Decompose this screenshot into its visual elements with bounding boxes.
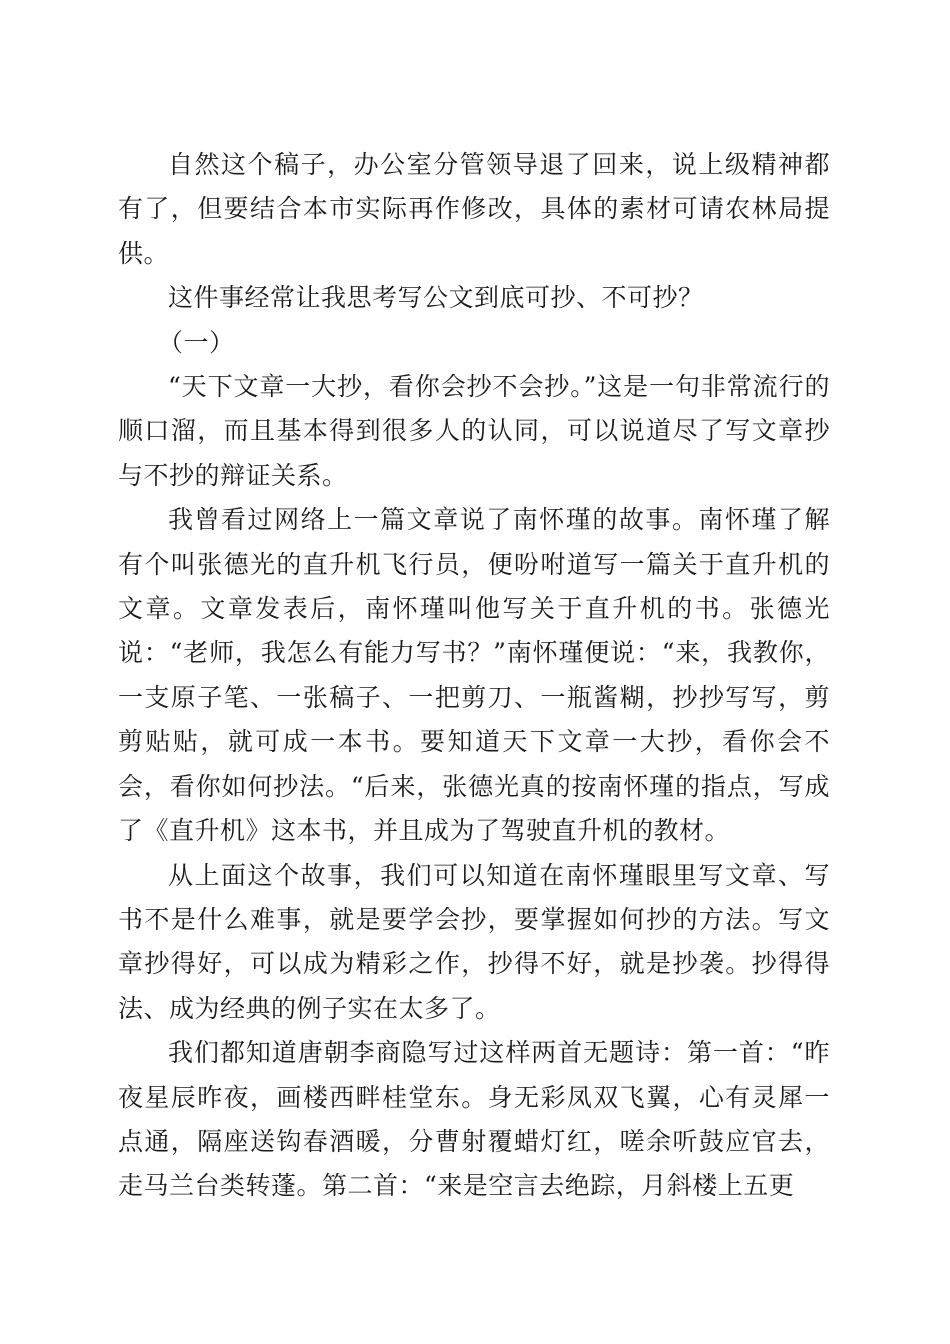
paragraph-nan-huaijin-story: 我曾看过网络上一篇文章说了南怀瑾的故事。南怀瑾了解有个叫张德光的直升机飞行员，便吩咐道写一篇关于直升机的文章。文章发表后，南怀瑾叫他写关于直升机的书。张德光说：“老师，我怎么有能力写书？”南怀瑾便说：“来，我教你，一支原子笔、一张稿子、一把剪刀、一瓶酱糊，抄抄写写，剪剪贴贴，就可成一本书。要知道天下文章一大抄，看你会不会，看你如何抄法。“后来，张德光真的按南怀瑾的指点，写成了《直升机》这本书，并且成为了驾驶直升机的教材。 — [118, 505, 830, 846]
document-body — [118, 143, 830, 1209]
paragraph-saying: “天下文章一大抄，看你会抄不会抄。”这是一句非常流行的顺口溜，而且基本得到很多人的认同，可以说道尽了写文章抄与不抄的辩证关系。 — [118, 372, 830, 490]
paragraph-li-shangyin-poems: 我们都知道唐朝李商隐写过这样两首无题诗：第一首：“昨夜星辰昨夜，画楼西畔桂堂东。身无彩凤双飞翼，心有灵犀一点通，隔座送钩春酒暖，分曹射覆蜡灯红，嗟余听鼓应官去，走马兰台类转蓬。第二首：“来是空言去绝踪，月斜楼上五更 — [118, 1038, 830, 1201]
section-heading-one: （一） — [158, 327, 235, 357]
paragraph-draft-returned: 自然这个稿子，办公室分管领导退了回来，说上级精神都有了，但要结合本市实际再作修改，具体的素材可请农林局提供。 — [118, 150, 830, 268]
paragraph-story-lesson: 从上面这个故事，我们可以知道在南怀瑾眼里写文章、写书不是什么难事，就是要学会抄，要掌握如何抄的方法。写文章抄得好，可以成为精彩之作，抄得不好，就是抄袭。抄得得法、成为经典的例子实在太多了。 — [118, 860, 830, 1023]
paragraph-question: 这件事经常让我思考写公文到底可抄、不可抄？ — [168, 283, 704, 313]
